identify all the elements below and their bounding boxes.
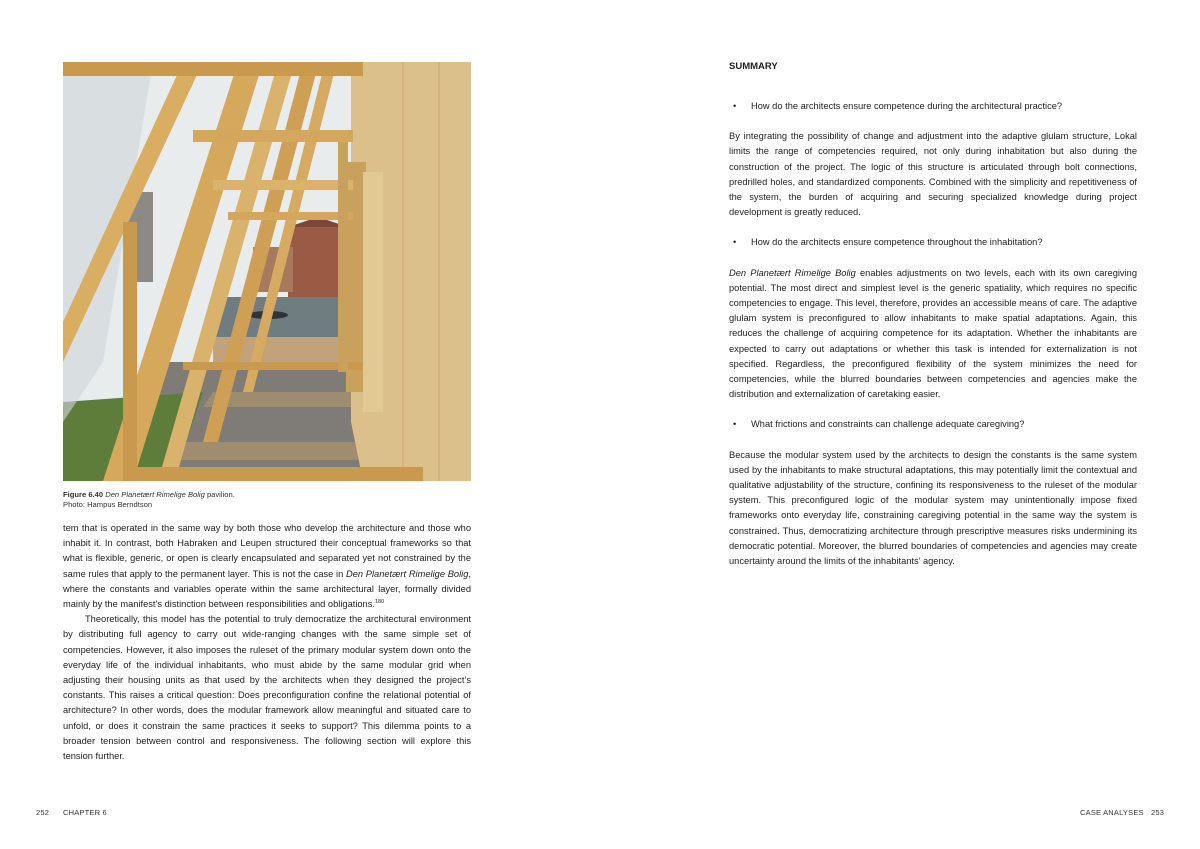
left-column-text [63, 521, 471, 764]
answer-1: By integrating the possibility of change and adjustment into the adaptive glulam structure, Lokal limits the range of competencies required, not only during inhabitation but also during the construction of the project. The logic of this structure is articulated through bolt connections, predrilled holes, and standardized components. Combined with the simplicity and repetitiveness of the system, the burden of acquiring and securing specialized knowledge during project development is greatly reduced. [729, 131, 1137, 218]
question-1-text: How do the architects ensure competence during the architectural practice? [751, 101, 1063, 111]
left-paragraph-2: Theoretically, this model has the potential to truly democratize the architectural environment by distributing full agency to carry out wide-ranging changes with the same simple set of competencies. However, it also imposes the ruleset of the primary modular system down onto the everyday life of the individual inhabitants, who must abide by the same modular grid when adjusting their housing units as that used by the architects when they designed the project’s constants. This raises a critical question: Does preconfiguration confine the relational potential of architecture? In other words, does the modular framework allow meaningful and situated care to unfold, or does it constrain the same practices it seeks to support? This dilemma points to a broader tension between control and responsiveness. The following section will explore this tension further. [63, 614, 471, 762]
photo-credit: Photo: Hampus Berndtson [63, 499, 153, 509]
left-p1-text-b: , where the constants and variables operate within the same architectural layer, formally divided mainly by the manifest’s distinction between responsibilities and obligations. [63, 568, 471, 610]
left-p1-project-name: Den Planetært Rimelige Bolig [346, 568, 469, 579]
answer-2 [729, 266, 1137, 403]
question-1 [729, 99, 1137, 114]
summary-heading: SUMMARY [729, 61, 778, 72]
answer-2-project-name: Den Planetært Rimelige Bolig [729, 267, 856, 278]
bullet-marker: • [733, 419, 737, 430]
left-page-number: 252 [36, 808, 50, 817]
left-paragraph-1 [63, 521, 471, 612]
right-page-number: 253 [1151, 808, 1165, 817]
question-3-text: What frictions and constraints can challenge adequate caregiving? [751, 419, 1025, 430]
question-2 [729, 235, 1137, 250]
left-p1-text-a: tem that is operated in the same way by both those who develop the architecture and those who inhabit it. In contrast, both Habraken and Leupen structured their conceptual frameworks so that what is flexible, generic, or open is clearly encapsulated and separated yet not constrained by the same rules that apply to the permanent layer. This is not the case in [63, 523, 471, 579]
figure-label: Figure 6.40 [63, 490, 104, 499]
right-column-text [729, 59, 1137, 569]
right-running-footer: CASE ANALYSES [1080, 808, 1144, 817]
question-3 [729, 417, 1137, 432]
answer-3: Because the modular system used by the architects to design the constants is the same system used by the inhabitants to make structural adaptations, this may potentially limit the contextual and qualitative adjustability of the structure, confining its responsiveness to the ruleset of the modular system. This preconfigured logic of the modular system may unintentionally impose fixed frameworks onto everyday life, constraining caregiving potential in the same way the system is constrained. Thus, democratizing architecture through prescriptive measures risks undermining its democratic potential. Moreover, the blurred boundaries of competencies and agencies may create uncertainty around the limits of the inhabitants’ agency. [729, 449, 1137, 567]
question-2-text: How do the architects ensure competence throughout the inhabitation? [751, 237, 1043, 248]
pavilion-photo [63, 62, 471, 481]
bullet-marker: • [733, 101, 737, 111]
bullet-marker: • [733, 237, 737, 248]
footnote-ref: 180 [374, 599, 385, 606]
answer-2-text: enables adjustments on two levels, each with its own caregiving potential. The most direct and simplest level is the generic spatiality, which requires no specific competencies to engage. This level, therefore, provides an accessible means of care. The adaptive glulam system is preconfigured to allow inhabitants to make spatial adaptations. Again, this reduces the challenge of acquiring competence for its adaptation. Whether the inhabitants are expected to carry out adaptations or whether this task is intended for externalization is not specified. Regardless, the preconfigured flexibility of the system minimizes the need for competencies, while the blurred boundaries between competencies and agencies make the distribution and externalization of caretaking easier. [729, 267, 1137, 400]
figure-caption [63, 490, 471, 509]
left-running-footer: CHAPTER 6 [63, 808, 107, 817]
figure-suffix: pavilion. [204, 490, 235, 499]
figure-caption-line [63, 490, 471, 500]
figure-title: Den Planetært Rimelige Bolig [105, 490, 205, 499]
